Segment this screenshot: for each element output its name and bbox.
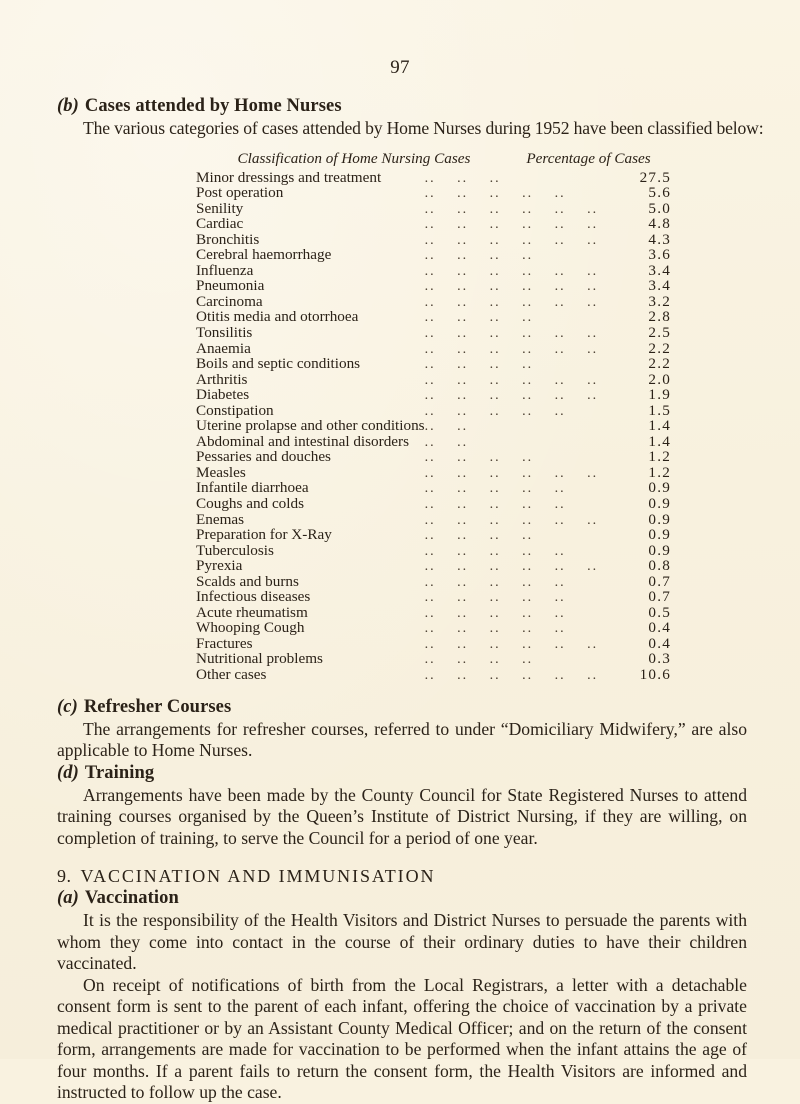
section-heading-d (57, 763, 747, 784)
case-label: Anaemia (196, 339, 251, 357)
case-label: Cardiac (196, 215, 244, 233)
case-label: Other cases (196, 666, 267, 683)
case-percentage: 2.5 (648, 323, 671, 341)
dot-leader: .. .. .. .. .. .. (424, 388, 599, 404)
section-title-b: Cases attended by Home Nurses (84, 96, 342, 116)
case-percentage: 1.5 (648, 401, 671, 419)
section-heading-c (57, 697, 747, 718)
table-row (196, 217, 671, 233)
dot-leader: .. .. (424, 419, 469, 435)
case-label: Otitis media and otorrhoea (196, 308, 359, 326)
dot-leader: .. .. .. .. .. (424, 574, 566, 590)
dot-leader: .. .. .. .. .. (424, 403, 566, 419)
section-title-a: Vaccination (84, 888, 179, 909)
case-label: Carcinoma (196, 292, 263, 310)
dot-leader: .. .. .. .. .. .. (424, 294, 599, 310)
table-row (196, 357, 671, 373)
dot-leader: .. .. .. .. (424, 652, 534, 668)
case-label: Post operation (196, 184, 284, 202)
dot-leader: .. .. .. .. .. (424, 605, 566, 621)
case-label: Diabetes (196, 386, 250, 404)
case-label: Abdominal and intestinal disorders (196, 432, 410, 450)
case-label: Infectious diseases (196, 588, 311, 606)
column-header-percentage: Percentage of Cases (526, 149, 651, 167)
dot-leader: .. .. .. .. .. (424, 481, 566, 497)
section-marker-c: (c) (57, 696, 78, 717)
case-label: Cerebral haemorrhage (196, 246, 332, 264)
case-label: Measles (196, 463, 246, 481)
case-percentage: 0.9 (648, 479, 671, 497)
table-row (196, 202, 671, 218)
dot-leader: .. .. .. .. (424, 528, 534, 544)
case-label: Preparation for X-Ray (196, 526, 332, 544)
dot-leader: .. .. .. .. .. .. (424, 325, 599, 341)
dot-leader: .. .. (424, 434, 469, 450)
dot-leader: .. .. .. .. (424, 248, 534, 264)
table-row (196, 326, 671, 342)
dot-leader: .. .. .. .. (424, 450, 534, 466)
section-marker-d: (d) (57, 762, 79, 783)
case-label: Scalds and burns (196, 572, 299, 590)
dot-leader: .. .. .. .. .. .. (424, 668, 599, 683)
table-row (196, 497, 671, 513)
dot-leader: .. .. .. .. .. .. (424, 559, 599, 575)
column-header-classification: Classification of Home Nursing Cases (237, 149, 471, 167)
dot-leader: .. .. .. .. .. .. (424, 341, 599, 357)
case-label: Boils and septic conditions (196, 355, 361, 373)
case-label: Bronchitis (196, 230, 260, 248)
section-heading-9 (57, 866, 747, 887)
case-label: Coughs and colds (196, 494, 304, 512)
case-label: Influenza (196, 261, 254, 279)
case-label: Senility (196, 199, 244, 217)
case-percentage: 0.9 (648, 526, 671, 544)
dot-leader: .. .. .. .. .. .. (424, 201, 599, 217)
section-title-d: Training (84, 762, 155, 783)
dot-leader: .. .. .. .. .. .. (424, 232, 599, 248)
dot-leader: .. .. .. .. .. .. (424, 279, 599, 295)
case-percentage: 2.8 (648, 308, 671, 326)
case-label: Pneumonia (196, 277, 265, 295)
table-row (196, 373, 671, 389)
section-a-paragraph-2: On receipt of notifications of birth from the Local Registrars, a letter with a detachable consent form is sent to the parent of each infant, offering the choice of vaccination by a private medical practitioner or by an Assistant County Medical Officer; and on the return of the consent form, arrangements are made for vaccination to be performed when the infant attains the age of four months. If a parent fails to return the consent form, the Health Visitors are informed and instructed to follow up the case. (57, 974, 747, 1103)
section-heading-b (57, 96, 747, 117)
case-percentage: 1.9 (648, 386, 671, 404)
section-title-9: VACCINATION AND IMMUNISATION (80, 866, 436, 887)
table-row (196, 264, 671, 280)
table-row (196, 621, 671, 637)
section-a-paragraph-1: It is the responsibility of the Health Visitors and District Nurses to persuade the parents with whom they come into contact in the course of their ordinary duties to have their children vaccinated. (57, 910, 747, 974)
case-percentage: 4.8 (648, 215, 671, 233)
dot-leader: .. .. .. .. .. (424, 543, 566, 559)
case-percentage: 3.4 (648, 277, 671, 295)
dot-leader: .. .. .. .. (424, 357, 534, 373)
case-percentage: 0.4 (648, 619, 671, 637)
case-percentage: 2.2 (648, 355, 671, 373)
page-number: 97 (390, 57, 410, 78)
dot-leader: .. .. .. .. .. .. (424, 217, 599, 233)
page-content (57, 96, 764, 1104)
case-percentage: 3.6 (648, 246, 671, 264)
case-percentage: 1.4 (648, 417, 671, 435)
case-percentage: 0.7 (648, 588, 671, 606)
table-row (196, 668, 671, 684)
dot-leader: .. .. .. .. .. .. (424, 636, 599, 652)
case-label: Constipation (196, 401, 274, 419)
case-label: Infantile diarrhoea (196, 479, 309, 497)
case-label: Tuberculosis (196, 541, 274, 559)
dot-leader: .. .. .. .. .. .. (424, 465, 599, 481)
case-label: Nutritional problems (196, 650, 323, 668)
case-label: Pessaries and douches (196, 448, 331, 466)
case-percentage: 0.5 (648, 603, 671, 621)
case-percentage: 3.4 (648, 261, 671, 279)
case-percentage: 0.9 (648, 510, 671, 528)
case-percentage: 10.6 (639, 666, 671, 683)
case-percentage: 4.3 (648, 230, 671, 248)
case-label: Enemas (196, 510, 245, 528)
dot-leader: .. .. .. .. .. (424, 621, 566, 637)
dot-leader: .. .. .. .. (424, 310, 534, 326)
case-label: Arthritis (196, 370, 248, 388)
table-row (196, 248, 671, 264)
section-heading-a (57, 888, 747, 909)
section-marker-a: (a) (57, 888, 79, 909)
case-label: Tonsilitis (196, 323, 253, 341)
case-percentage: 0.4 (648, 634, 671, 652)
section-b-intro: The various categories of cases attended by Home Nurses during 1952 have been classified below: (83, 118, 764, 138)
section-title-c: Refresher Courses (83, 696, 232, 717)
case-percentage: 0.3 (648, 650, 671, 668)
dot-leader: .. .. .. .. .. .. (424, 512, 599, 528)
table-row (196, 279, 671, 295)
case-percentage: 1.2 (648, 463, 671, 481)
case-percentage: 1.4 (648, 432, 671, 450)
home-nursing-cases-table (196, 150, 671, 684)
dot-leader: .. .. .. .. .. (424, 496, 566, 512)
case-label: Pyrexia (196, 557, 243, 575)
case-percentage: 0.9 (648, 494, 671, 512)
table-row (196, 544, 671, 560)
case-percentage: 0.8 (648, 557, 671, 575)
case-percentage: 27.5 (639, 168, 671, 186)
table-row (196, 186, 671, 202)
case-percentage: 0.9 (648, 541, 671, 559)
case-label: Fractures (196, 634, 253, 652)
dot-leader: .. .. .. (424, 170, 501, 186)
case-label: Minor dressings and treatment (196, 168, 382, 186)
table-row (196, 310, 671, 326)
table-row (196, 450, 671, 466)
section-number-9: 9. (57, 866, 72, 887)
dot-leader: .. .. .. .. .. .. (424, 372, 599, 388)
case-percentage: 2.2 (648, 339, 671, 357)
table-header-row (196, 150, 671, 168)
section-c-paragraph: The arrangements for refresher courses, referred to under “Domiciliary Midwifery,” are also applicable to Home Nurses. (57, 718, 747, 761)
case-percentage: 3.2 (648, 292, 671, 310)
case-label: Whooping Cough (196, 619, 305, 637)
case-label: Acute rheumatism (196, 603, 308, 621)
case-percentage: 2.0 (648, 370, 671, 388)
dot-leader: .. .. .. .. .. (424, 590, 566, 606)
dot-leader: .. .. .. .. .. .. (424, 263, 599, 279)
case-percentage: 0.7 (648, 572, 671, 590)
table-row (196, 652, 671, 668)
section-marker-b: (b) (57, 96, 79, 116)
dot-leader: .. .. .. .. .. (424, 186, 566, 202)
case-percentage: 1.2 (648, 448, 671, 466)
section-d-paragraph: Arrangements have been made by the County Council for State Registered Nurses to attend training courses organised by the Queen’s Institute of District Nursing, if they are willing, on completion of training, to serve the Council for a period of one year. (57, 784, 747, 848)
case-percentage: 5.6 (648, 184, 671, 202)
case-percentage: 5.0 (648, 199, 671, 217)
table-body (196, 168, 671, 684)
case-label: Uterine prolapse and other conditions (196, 417, 425, 435)
